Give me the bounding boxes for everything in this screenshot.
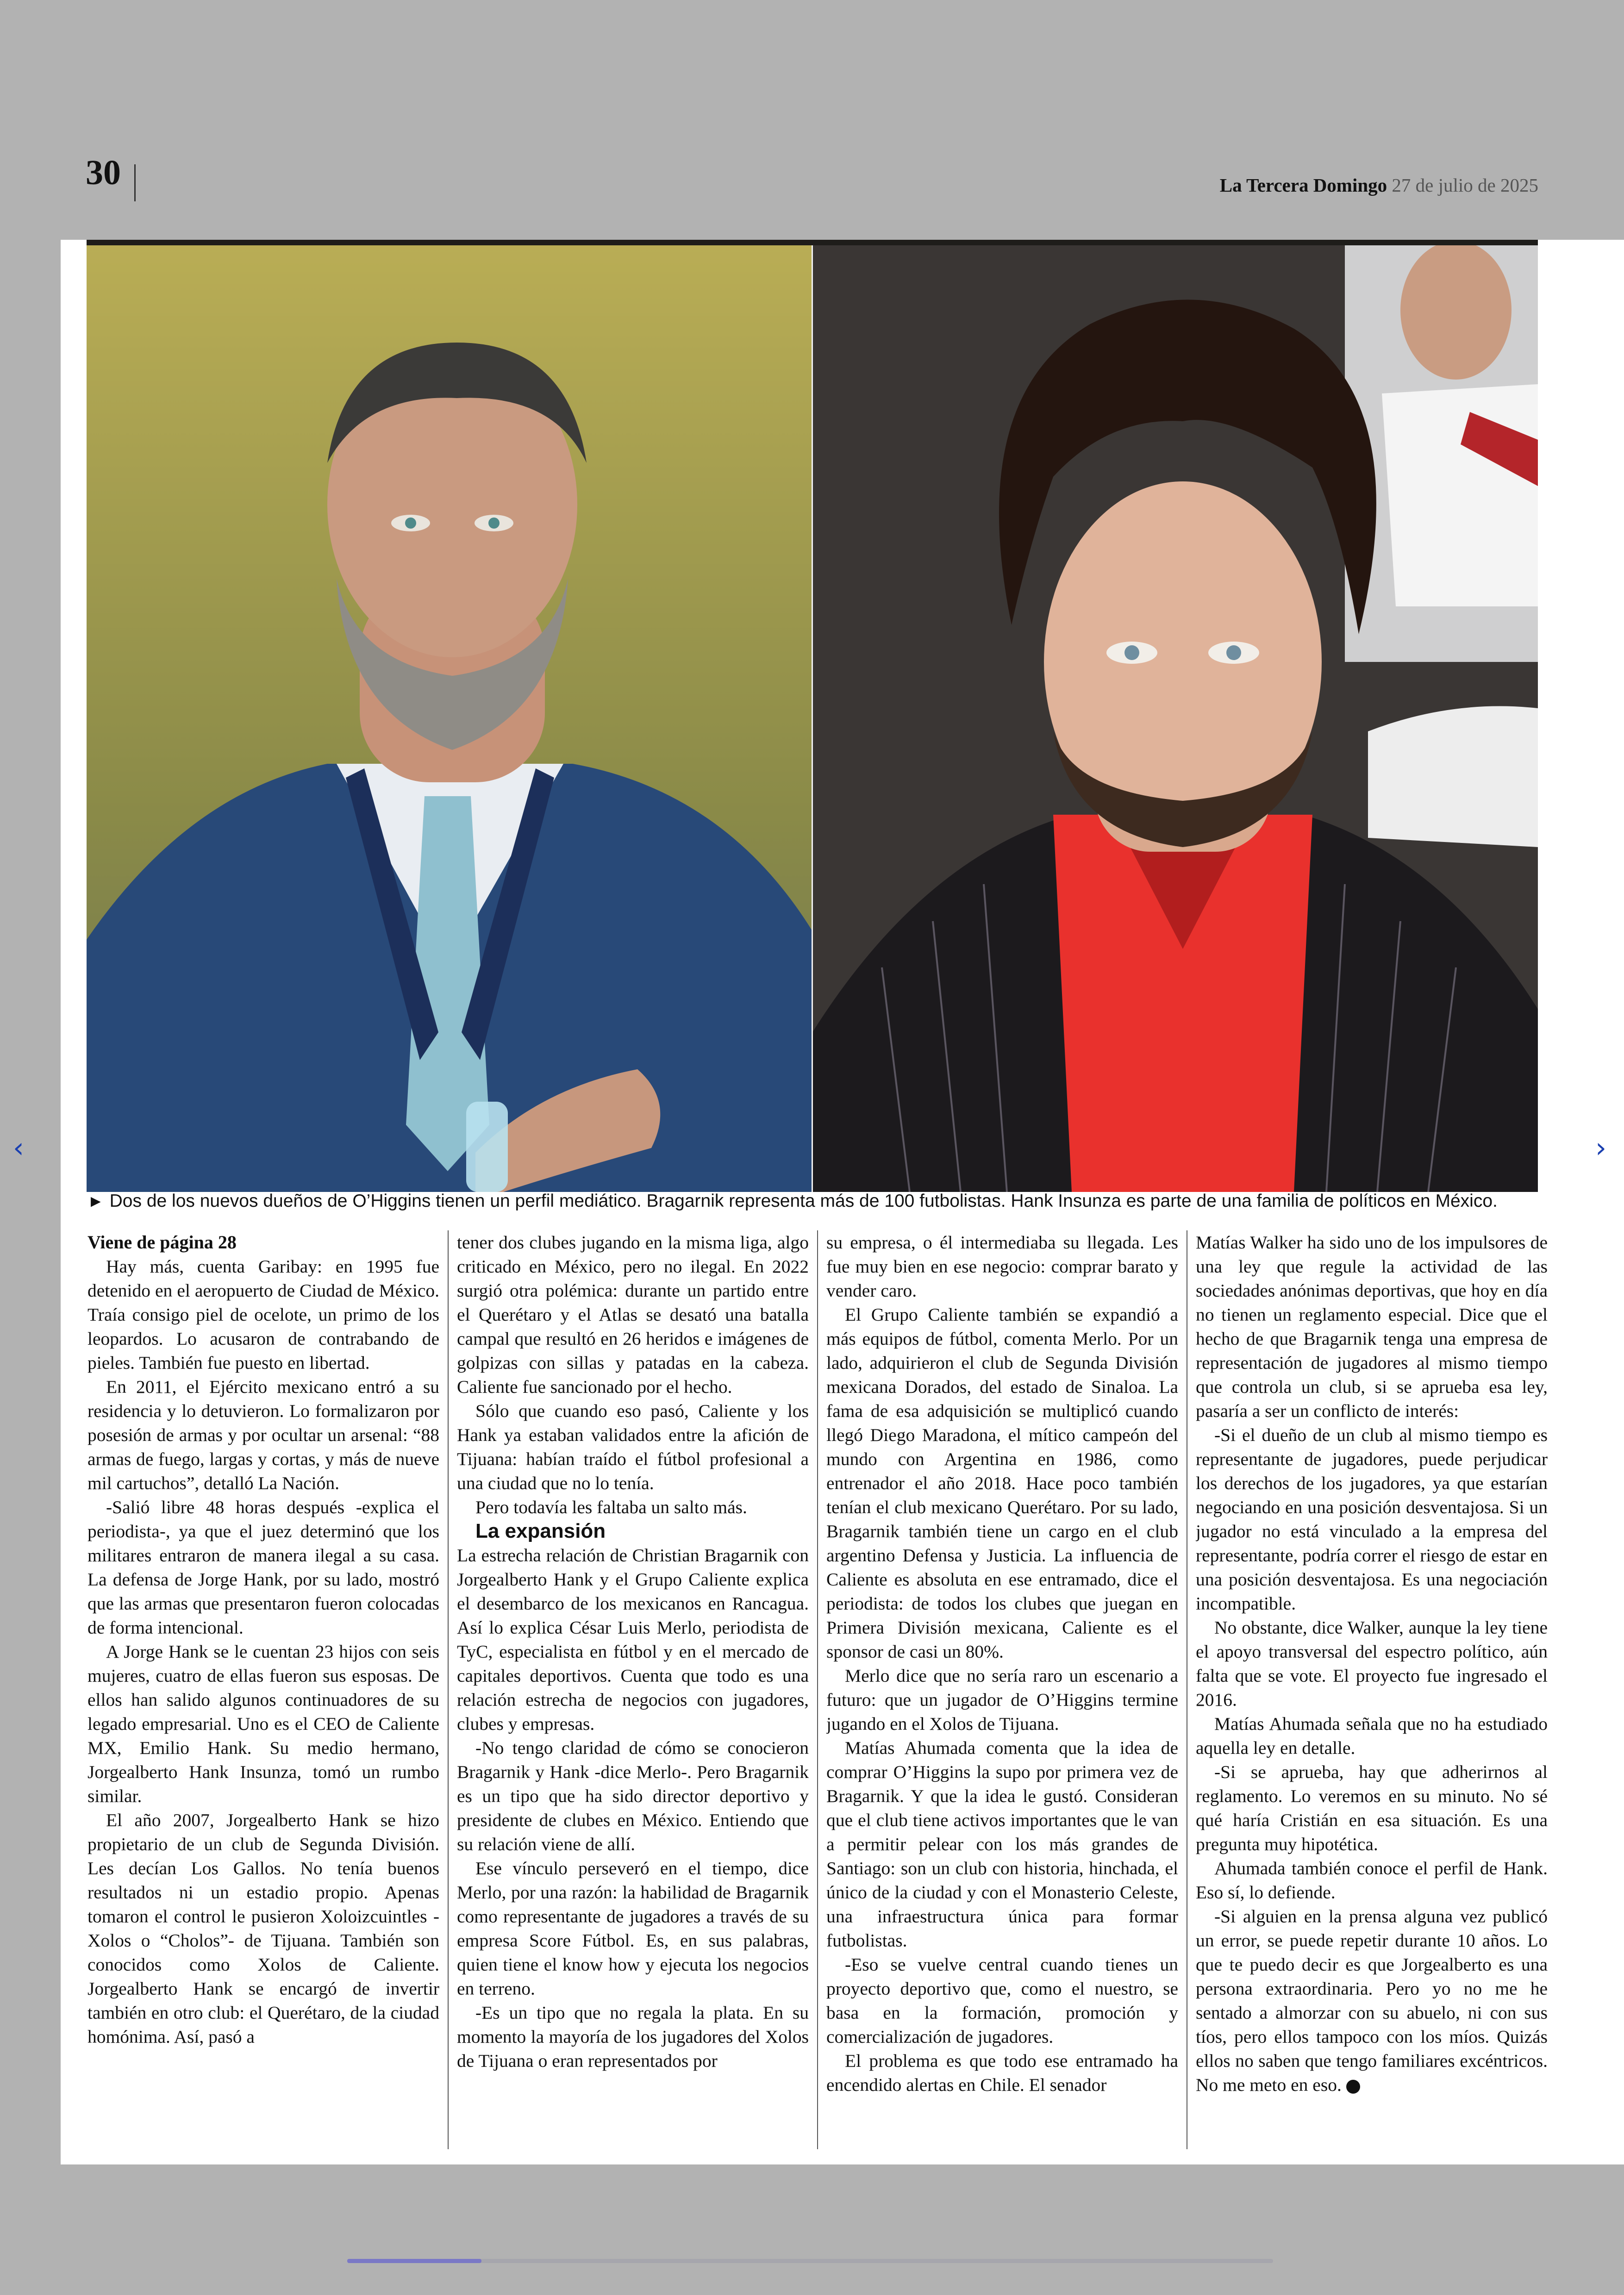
paragraph: -Salió libre 48 horas después -explica el periodista-, ya que el juez determinó que los militares entraron de manera ilegal a su casa. La defensa de Jorge Hank, por su lado, mostró que las armas que presentaron fueron colocadas de forma intencional. xyxy=(87,1497,439,1638)
article-column-4 xyxy=(1196,1230,1548,2149)
paragraph: -Es un tipo que no regala la plata. En su momento la mayoría de los jugadores del Xolos de Tijuana o eran representados por xyxy=(457,2002,809,2071)
bearded-man-portrait-icon xyxy=(87,245,812,1192)
paragraph: No obstante, dice Walker, aunque la ley tiene el apoyo transversal del espectro político, aún falta que se vote. El proyecto fue ingresado el 2016. xyxy=(1196,1617,1548,1710)
issue-date: 27 de julio de 2025 xyxy=(1392,175,1538,196)
paragraph: Matías Ahumada comenta que la idea de comprar O’Higgins la supo por primera vez de Bragarnik. Y que la idea le gustó. Consideran que el club tiene activos importantes que le van a permitir pelear con los más grandes de Santiago: son un club con historia, hinchada, el único de la ciudad y con el Monasterio Celeste, una infraestructura única para formar futbolistas. xyxy=(826,1738,1178,1951)
chevron-right-icon[interactable]: › xyxy=(1595,1132,1606,1164)
portrait-photo-right xyxy=(812,245,1538,1192)
paragraph: su empresa, o él intermediaba su llegada. Les fue muy bien en ese negocio: comprar barato y vender caro. xyxy=(826,1232,1178,1301)
paragraph: -Eso se vuelve central cuando tienes un proyecto deportivo que, como el nuestro, se basa en la formación, promoción y comercialización de jugadores. xyxy=(826,1954,1178,2047)
curly-haired-man-portrait-icon xyxy=(812,245,1538,1192)
paragraph-text: -Si alguien en la prensa alguna vez publicó un error, se puede repetir durante 10 años. Lo que te puedo decir es que Jorgealberto es una persona extraordinaria. Pero yo no me he sentado a almorzar con su abuelo, ni con sus tíos, pero ellos tampoco con los míos. Quizás ellos no saben que tengo familiares excéntricos. No me meto en eso. xyxy=(1196,1906,1548,2095)
paragraph: tener dos clubes jugando en la misma liga, algo criticado en México, pero no ilegal. En 2022 surgió otra polémica: durante un partido entre el Querétaro y el Atlas se desató una batalla campal que resultó en 26 heridos e imágenes de golpizas con sillas y patadas en la cabeza. Caliente fue sancionado por el hecho. xyxy=(457,1232,809,1397)
page-number: 30 xyxy=(86,153,121,192)
continuation-kicker: Viene de página 28 xyxy=(87,1232,237,1253)
paragraph: La estrecha relación de Christian Bragarnik con Jorgealberto Hank y el Grupo Caliente explica el desembarco de los mexicanos en Rancagua. Así lo explica César Luis Merlo, periodista de TyC, especialista en fútbol y en el mercado de capitales deportivos. Cuenta que todo es una relación estrecha de negocios con jugadores, clubes y empresas. xyxy=(457,1545,809,1734)
paragraph: El Grupo Caliente también se expandió a más equipos de fútbol, comenta Merlo. Por un lado, adquirieron el club de Segunda División mexicana Dorados, del estado de Sinaloa. La fama de esa adquisición se multiplicó cuando llegó Diego Maradona, el mítico campeón del mundo con Argentina en 1986, como entrenador el año 2018. Hace poco también tenían el club mexicano Querétaro. Por su lado, Bragarnik también tiene un cargo en el club argentino Defensa y Justicia. La influencia de Caliente es absoluta en ese entramado, dice el periodista: de todos los clubes que juegan en Primera División mexicana, Caliente es el sponsor de casi un 80%. xyxy=(826,1304,1178,1662)
photo-spread xyxy=(87,240,1538,1192)
end-of-article-icon: ● xyxy=(1346,2080,1360,2094)
paragraph: Matías Ahumada señala que no ha estudiado aquella ley en detalle. xyxy=(1196,1714,1548,1758)
chevron-left-icon[interactable]: ‹ xyxy=(13,1132,24,1164)
reading-progress-fill xyxy=(347,2259,481,2263)
caption-text: Dos de los nuevos dueños de O’Higgins tienen un perfil mediático. Bragarnik representa más de 100 futbolistas. Hank Insunza es parte de una familia de políticos en México. xyxy=(109,1191,1498,1211)
article-column-3 xyxy=(826,1230,1178,2149)
paragraph: Hay más, cuenta Garibay: en 1995 fue detenido en el aeropuerto de Ciudad de México. Traía consigo piel de ocelote, un primo de los leopardos. Lo acusaron de contrabando de pieles. También fue puesto en libertad. xyxy=(87,1256,439,1373)
paragraph: Matías Walker ha sido uno de los impulsores de una ley que regule la actividad de las sociedades anónimas deportivas, que hoy en día no tienen un reglamento especial. Dice que el hecho de que Bragarnik tenga una empresa de representación de jugadores al mismo tiempo que controla un club, si se aprueba esa ley, pasaría a ser un conflicto de interés: xyxy=(1196,1232,1548,1421)
article-column-1 xyxy=(87,1230,439,2149)
paragraph: En 2011, el Ejército mexicano entró a su residencia y lo detuvieron. Lo formalizaron por posesión de armas y por ocultar un arsenal: “88 armas de fuego, largas y cortas, y más de nueve mil cartuchos”, detalló La Nación. xyxy=(87,1377,439,1493)
paragraph: Ahumada también conoce el perfil de Hank. Eso sí, lo defiende. xyxy=(1196,1858,1548,1902)
paragraph: A Jorge Hank se le cuentan 23 hijos con seis mujeres, cuatro de ellas fueron sus esposas. De ellos han salido algunos continuadores de su legado empresarial. Uno es el CEO de Caliente MX, Emilio Hank. Su medio hermano, Jorgealberto Hank Insunza, tomó un rumbo similar. xyxy=(87,1641,439,1806)
column-rule xyxy=(817,1230,818,2149)
article-body xyxy=(87,1230,1548,2149)
issue-line xyxy=(1220,176,1538,195)
caption-marker-icon: ► xyxy=(87,1191,104,1210)
photo-divider xyxy=(812,245,813,1192)
paragraph: El problema es que todo ese entramado ha encendido alertas en Chile. El senador xyxy=(826,2051,1178,2095)
page-header xyxy=(0,0,1624,241)
paragraph xyxy=(1196,1904,1548,2097)
header-divider xyxy=(134,164,136,201)
paragraph: Sólo que cuando eso pasó, Caliente y los Hank ya estaban validados entre la afición de Tijuana: habían traído el fútbol profesional a una ciudad que no lo tenía. xyxy=(457,1401,809,1493)
section-subhead: La expansión xyxy=(475,1520,606,1542)
paragraph: -No tengo claridad de cómo se conocieron Bragarnik y Hank -dice Merlo-. Pero Bragarnik es un tipo que ha sido director deportivo y presidente de clubes en México. Entiendo que su relación viene de allí. xyxy=(457,1738,809,1854)
column-rule xyxy=(448,1230,449,2149)
reading-progress-track[interactable] xyxy=(347,2259,1273,2263)
paragraph: -Si se aprueba, hay que adherirnos al reglamento. Lo veremos en su minuto. No sé qué haría Cristián en esa situación. Es una pregunta muy hipotética. xyxy=(1196,1762,1548,1854)
paragraph: El año 2007, Jorgealberto Hank se hizo propietario de un club de Segunda División. Les decían Los Gallos. No tenía buenos resultados ni un estadio propio. Apenas tomaron el control le pusieron Xoloizcuintles -Xolos o “Cholos”- de Tijuana. También son conocidos como Xolos de Caliente. Jorgealberto Hank se encargó de invertir también en otro club: el Querétaro, de la ciudad homónima. Así, pasó a xyxy=(87,1810,439,2047)
paragraph: Ese vínculo perseveró en el tiempo, dice Merlo, por una razón: la habilidad de Bragarnik como representante de jugadores a través de su empresa Score Fútbol. Es, en sus palabras, quien tiene el know how y ejecuta los negocios en terreno. xyxy=(457,1858,809,1999)
paragraph: Merlo dice que no sería raro un escenario a futuro: que un jugador de O’Higgins termine jugando en el Xolos de Tijuana. xyxy=(826,1665,1178,1734)
paragraph: Pero todavía les faltaba un salto más. xyxy=(475,1497,747,1517)
portrait-photo-left xyxy=(87,245,812,1192)
article-column-2 xyxy=(457,1230,809,2149)
publication-name: La Tercera Domingo xyxy=(1219,175,1387,196)
photo-caption xyxy=(87,1190,1541,1213)
newspaper-page xyxy=(61,240,1624,2164)
paragraph: -Si el dueño de un club al mismo tiempo es representante de jugadores, puede perjudicar los derechos de los jugadores, ya que estarían negociando en una posición desventajosa. Si un jugador no está vinculado a la empresa del representante, podría correr el riesgo de estar en una posición desventajosa. Es una negociación incompatible. xyxy=(1196,1425,1548,1614)
